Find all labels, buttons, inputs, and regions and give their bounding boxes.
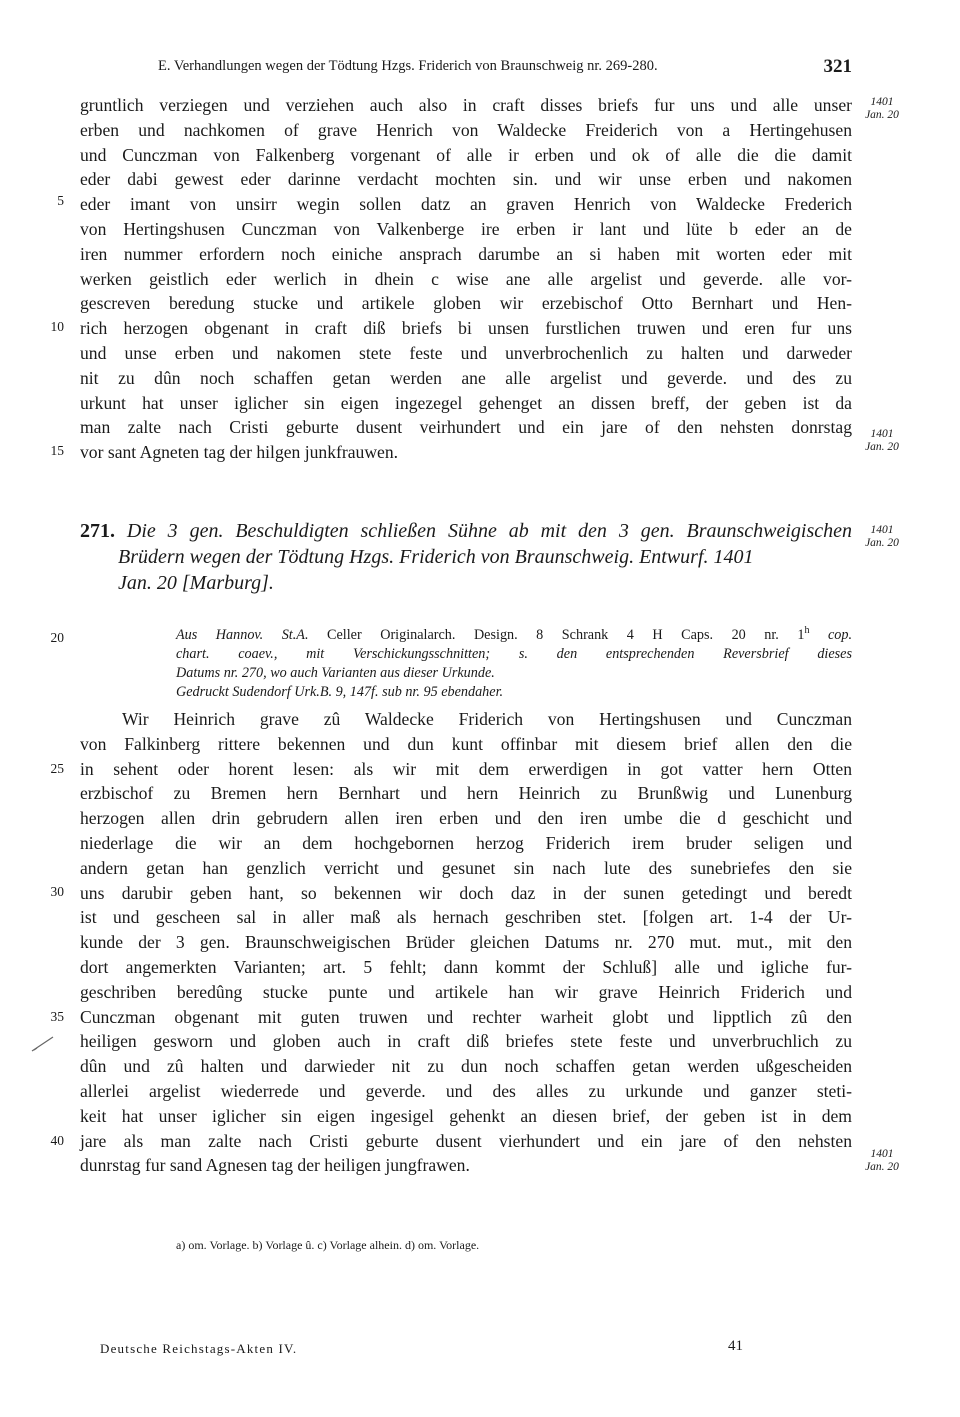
margin-day: Jan. 20 xyxy=(865,537,899,549)
document-title xyxy=(80,518,852,596)
text-line: andern getan han genzlich verricht und gesunet sin nach lute des sunebriefes den sie xyxy=(80,857,852,878)
text-line: keit hat unser iglicher sin eigen ingesigel gehenkt an diesen brief, der geben ist in dem xyxy=(80,1105,852,1126)
text-line: von Hertingshusen Cunczman von Valkenberge ire erben ir lant und lüte b eder an de xyxy=(80,219,852,239)
text-line: gescreven beredung stucke und artikele globen wir erzebischof Otto Bernhart und Hen- xyxy=(80,293,852,314)
margin-date-top xyxy=(852,96,912,122)
text-line: werken geistlich eder werlich in dhein c wise ane alle argelist und geverde. alle vor- xyxy=(80,268,852,289)
margin-year: 1401 xyxy=(870,96,894,108)
source-line: Datums nr. 270, wo auch Varianten aus dieser Urkunde. xyxy=(176,665,495,681)
text-line: uns darubir geben hant, so bekennen wir doch daz in der sunen getedingt und beredt xyxy=(80,882,852,903)
text-line: erben und nachkomen of grave Henrich von Waldecke Freiderich von a Hertingehusen xyxy=(80,119,852,140)
line-number: 10 xyxy=(50,319,64,334)
text-line: in sehent oder horent lesen: als wir mit dem erwerdigen in got vatter hern Otten xyxy=(80,758,852,779)
line-number: 35 xyxy=(50,1009,64,1024)
source-line: Gedruckt Sudendorf Urk.B. 9, 147f. sub nr. 95 ebendaher. xyxy=(176,684,504,700)
page-number: 321 xyxy=(823,56,852,77)
text-line: eder dabi gewest eder darinne verdacht mochten sin. und wir unse erben und nakomen xyxy=(80,169,852,190)
line-number: 5 xyxy=(57,193,64,208)
margin-date-final xyxy=(852,1148,912,1174)
margin-day: Jan. 20 xyxy=(865,109,899,121)
line-number: 15 xyxy=(50,443,64,458)
text-line: und Cunczman von Falkenberg vorgenant of alle ir erben und ok of alle die die damit xyxy=(80,144,852,165)
margin-date-title xyxy=(852,524,912,550)
text-line: allerlei argelist wiederrede und geverde. und des alles zu urkunde und ganzer steti- xyxy=(80,1081,852,1101)
margin-year: 1401 xyxy=(870,1148,894,1160)
text-line: Cunczman obgenant mit guten truwen und rechter warheit globt und lipptlich zû den xyxy=(80,1006,852,1027)
footer-signature: 41 xyxy=(728,1338,743,1354)
running-header xyxy=(158,56,852,78)
text-line: vor sant Agneten tag der hilgen junkfrauwen. xyxy=(80,442,399,463)
footer-series-title: Deutsche Reichstags-Akten IV. xyxy=(100,1341,298,1356)
line-number: 30 xyxy=(50,884,64,899)
source-line: Aus Hannov. St.A. Celler Originalarch. Design. 8 Schrank 4 H Caps. 20 nr. 1$^h$ cop. xyxy=(176,625,853,643)
text-line: geschriben beredûng stucke punte und artikele han wir grave Heinrich Friderich und xyxy=(80,981,852,1002)
document-number: 271. xyxy=(80,520,115,542)
line-number: 20 xyxy=(50,630,64,645)
margin-day: Jan. 20 xyxy=(865,441,899,453)
text-line: jare als man zalte nach Cristi geburte dusent vierhundert und ein jare of den nehsten xyxy=(80,1130,852,1151)
document-title-line: Die 3 gen. Beschuldigten schließen Sühne ab mit den 3 gen. Braunschweigischen xyxy=(126,520,853,542)
text-line: gruntlich verziegen und verziehen auch also in craft disses briefs fur uns und alle unser xyxy=(80,95,852,115)
source-line: chart. coaev., mit Verschickungsschnitten; s. den entsprechenden Reversbrief dieses xyxy=(176,646,852,662)
line-number: 25 xyxy=(50,761,64,776)
text-line: urkunt hat unser iglicher sin eigen ingezegel gehenget an dissen breff, der geben ist da xyxy=(80,392,852,413)
text-line: rich herzogen obgenant in craft diß briefs bi unsen furstlichen truwen und eren fur uns xyxy=(80,318,852,339)
text-line: nit zu dûn noch schaffen getan werden ane alle argelist und geverde. und des zu xyxy=(80,367,852,388)
text-line: dûn und zû halten und darwieder nit zu dun noch schaffen getan werden ußgescheiden xyxy=(80,1056,852,1077)
text-line: und unse erben und nakomen stete feste und unverbrochenlich zu halten und darweder xyxy=(80,343,852,363)
text-line: ist und gescheen sal in aller maß als hernach geschriben stet. [folgen art. 1-4 der Ur- xyxy=(80,907,852,928)
text-line: niederlage die wir an dem hochgebornen herzog Friderich irem bruder seligen und xyxy=(80,833,852,853)
text-line: eder imant von unsirr wegin sollen datz an graven Henrich von Waldecke Frederich xyxy=(80,194,852,215)
text-line: iren nummer erfordern noch einiche ansprach darumbe an si haben mit worten eder mit xyxy=(80,243,852,264)
line-number: 40 xyxy=(50,1133,64,1148)
text-line: dunrstag fur sand Agnesen tag der heiligen jungfrawen. xyxy=(80,1155,470,1176)
margin-year: 1401 xyxy=(870,428,894,440)
pencil-mark-icon xyxy=(28,1034,58,1054)
margin-date-end xyxy=(852,428,912,454)
document-title-line: Brüdern wegen der Tödtung Hzgs. Friderich von Braunschweig. Entwurf. 1401 xyxy=(118,546,754,568)
text-line: heiligen gesworn und globen auch in craft diß briefes stete feste und unverbruchlich zu xyxy=(80,1031,852,1052)
text-line: von Falkinberg rittere bekennen und dun kunt offinbar mit diesem brief allen den die xyxy=(80,733,852,754)
text-line: herzogen allen drin gebrudern allen iren erben und den iren umbe die d geschicht und xyxy=(80,808,852,829)
margin-year: 1401 xyxy=(870,524,894,536)
text-line: man zalte nach Cristi geburte dusent veirhundert und ein jare of den nehsten donrstag xyxy=(80,417,852,438)
margin-day: Jan. 20 xyxy=(865,1161,899,1173)
running-header-title: E. Verhandlungen wegen der Tödtung Hzgs. Friderich von Braunschweig nr. 269-280. xyxy=(158,58,658,74)
document-title-line: Jan. 20 [Marburg]. xyxy=(118,572,274,594)
footnotes: a) om. Vorlage. b) Vorlage û. c) Vorlage alhein. d) om. Vorlage. xyxy=(176,1238,480,1252)
text-line: Wir Heinrich grave zû Waldecke Friderich von Hertingshusen und Cunczman xyxy=(122,709,852,729)
text-line: dort angemerkten Varianten; art. 5 fehlt; dann kommt der Schluß] alle und igliche fur- xyxy=(80,957,852,977)
text-line: kunde der 3 gen. Braunschweigischen Brüder gleichen Datums nr. 270 mut. mut., mit den xyxy=(80,932,852,953)
text-line: erzbischof zu Bremen hern Bernhart und hern Heinrich zu Brunßwig und Lunenburg xyxy=(80,783,852,804)
